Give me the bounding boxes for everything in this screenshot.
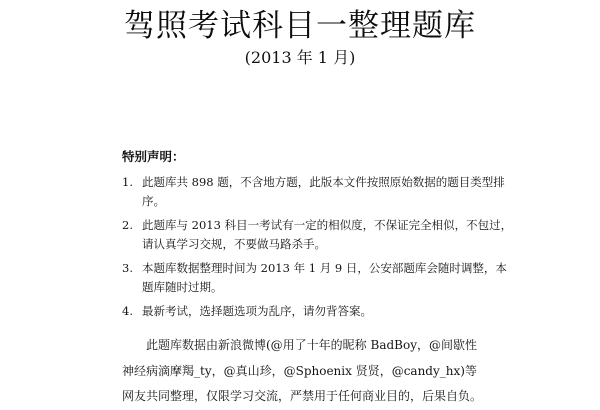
credits-paragraph: 此题库数据由新浪微博(@用了十年的昵称 BadBoy，@间歇性神经病滴摩羯_ty，@真山珍，@Sphoenix 贤贤，@candy_hx)等网友共同整理，仅限学习交流，严禁用于任何商业目的，后果自负。	[122, 338, 483, 403]
notice-item-text: 最新考试，选择题选项为乱序，请勿背答案。	[142, 304, 372, 318]
notice-item-text: 本题库数据整理时间为 2013 年 1 月 9 日，公安部题库会随时调整，本题库随时过期。	[142, 261, 507, 294]
notice-item-number: 1.	[122, 175, 133, 189]
notice-item-number: 2.	[122, 218, 133, 232]
notice-list	[122, 173, 517, 327]
notice-item-number: 4.	[122, 304, 133, 318]
notice-item	[122, 173, 517, 210]
notice-heading: 特别声明：	[122, 149, 185, 164]
notice-item	[122, 302, 517, 321]
notice-item-number: 3.	[122, 261, 133, 275]
notice-item-text: 此题库与 2013 科目一考试有一定的相似度，不保证完全相似，不包过，请认真学习交规，不要做马路杀手。	[142, 218, 513, 251]
notice-item	[122, 259, 517, 296]
document-date: (2013 年 1 月)	[244, 48, 356, 67]
notice-item	[122, 216, 517, 253]
document-title: 驾照考试科目一整理题库	[124, 8, 476, 44]
notice-item-text: 此题库共 898 题，不含地方题，此版本文件按照原始数据的题目类型排序。	[142, 175, 505, 208]
